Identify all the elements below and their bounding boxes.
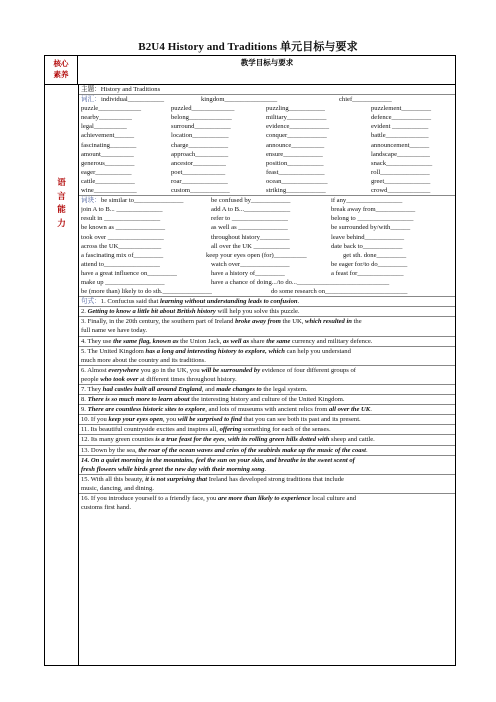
sentence-text: sheep and cattle. [329,436,375,444]
phrase-section [81,196,453,296]
sentence-line [81,356,453,365]
vocab-row [81,122,453,131]
sentence-text: the legal system. [261,386,308,393]
sentence-text: that you can see both its past and its present. [241,416,361,424]
sentence-emphasis: There is so much more to learn about [87,396,190,404]
sentence-text: at different times throughout history. [138,375,237,383]
sentence-line [81,347,453,356]
sentence-text: 16. If you introduce yourself to a friendly face, you [81,495,218,503]
sentence-text: 11. Its beautiful countryside excites and inspires all, [81,426,220,434]
sentence-text: much more about the country and its traditions. [81,356,206,364]
sentence-text: , you [162,416,178,424]
vocab-item: announce__________ [266,141,325,149]
sentence-line [81,395,453,404]
phrase-item: attend to_________________ [81,260,160,268]
sentence-text: currency and military defence. [290,337,373,345]
sentence-text: the UK, [280,318,306,326]
vocab-item: belong_____________ [171,114,232,122]
sentence-line [81,446,453,455]
sentence-line [81,494,453,503]
sentence-text: , and lots of museums with ancient relics from [205,406,329,414]
phrase-item: be surrounded by/with______ [331,224,411,232]
phrase-item: be confused by____________ [211,197,291,205]
vocab-item: military____________ [266,114,327,122]
side-char: 力 [57,217,66,228]
sentence-line [81,405,453,414]
phrase-item: leave behind____________ [331,233,405,241]
vocab-item: legal__________ [81,123,127,131]
phrase-item: across the UK_____________ [81,242,162,250]
phrase-item: be known as _______________ [81,224,166,232]
sentence-line [81,317,453,326]
vocab-item: chief____________ [339,96,392,104]
sentence-text: , and [201,386,217,393]
phrase-item: date back to____________ [331,242,403,250]
vocab-row [81,95,453,104]
sentence-emphasis: 14. On a quiet morning in the mountains, feel the sun on your skin, and breathe in the sweet scent of [81,456,355,464]
sentence-emphasis: everywhere [108,366,140,374]
vocab-item: nearby__________ [81,114,132,122]
sentence-text: customs first hand. [81,504,131,512]
sentence-emphasis: made changes to [216,386,262,393]
phrase-item: add A to B...______________ [211,206,291,214]
side-char: 言 [57,190,66,201]
sentence-line [81,366,453,375]
sentence-text: 1. Confucius said that [100,298,160,306]
vocab-item: striking____________ [266,187,326,195]
sentence-text: can help you understand [284,347,351,355]
vocab-row [81,177,453,186]
vocab-item: kingdom________________ [201,96,278,104]
phrase-item: keep your eyes open (for)__________ [206,251,307,259]
vocab-item: cattle____________ [81,177,135,185]
phrase-item: a fascinating mix of_________ [81,251,164,259]
phrase-item: have a great influence on_________ [81,269,177,277]
sentence-emphasis: offering [219,426,242,434]
vocab-item: approach__________ [171,150,229,158]
vocab-item: puzzlement_________ [371,105,432,113]
sentence-emphasis: There are countless historic sites to explore [87,406,206,414]
vocab-item: position___________ [266,159,324,167]
phrase-item: a feast for______________ [331,269,404,277]
phrase-label: 词块： [81,197,101,205]
sentence-emphasis: broke away from [235,318,281,326]
side-char: 能 [57,204,66,214]
vocab-row [81,168,453,177]
sentence-text: 6. Almost [81,366,109,374]
vocab-item: individual___________ [101,96,165,104]
vocab-label: 词汇： [81,96,101,104]
phrase-row [81,260,453,269]
phrase-item: be (more than) likely to do sth._______________ [81,288,212,296]
vocab-item: charge____________ [171,141,229,149]
vocab-item: evidence____________ [266,123,329,131]
vocab-item: puzzle_____________ [81,105,142,113]
vocab-item: generous_________ [81,159,135,167]
sentence-emphasis: are more than likely to experience [217,495,311,503]
phrase-item: have a history of_________ [211,269,285,277]
sentence-emphasis: fresh flowers while birds greet the new day with their morning song [81,465,265,473]
page-title: B2U4 History and Traditions 单元目标与要求 [138,41,358,53]
vocab-row [81,141,453,150]
sentence-text: evidence of four different groups of [260,366,356,374]
sentence-emphasis: is a true feast for the eyes [155,436,225,444]
sentence-text: . [297,298,300,306]
vocab-item: feast______________ [266,168,325,176]
sentence-emphasis: the same [266,337,291,345]
sentence-text: 2. [81,308,88,316]
sentence-text: 3. Finally, in the 20th century, the southern part of Ireland [81,318,236,326]
sentence-line [81,503,453,512]
vocab-item: puzzled_____________ [171,105,235,113]
phrase-item: belong to _________________ [331,215,414,223]
sentence-line [81,375,453,384]
phrase-row [81,223,453,232]
phrase-row [81,196,453,205]
phrase-item: if any_________________ [331,197,403,205]
vocab-row [81,104,453,113]
side-category-cell [45,84,79,665]
phrase-item: took over _________________ [81,233,164,241]
sentence-text: full name we have today. [81,327,148,335]
vocab-item: roll_______________ [371,168,430,176]
sentence-emphasis: as well as [223,337,250,345]
sentence-text: 9. [81,406,88,414]
vocab-item: crowd_____________ [371,187,431,195]
vocab-row [81,113,453,122]
sentence-line [81,307,453,316]
phrase-row [81,233,453,242]
sentence-text: 4. They use [81,337,114,345]
vocab-item: fascinating________ [81,141,137,149]
sentence-text: you go in the UK, you [139,366,202,374]
vocab-item: ensure____________ [266,150,323,158]
phrase-row [81,242,453,251]
vocab-item: surround___________ [171,123,231,131]
phrase-item: be eager for/to do_________ [331,260,408,268]
sentence-emphasis: learning without understanding leads to confusion [159,298,298,306]
sentence-line [81,465,453,474]
sentence-line [81,385,453,394]
phrase-item: watch over_______________ [211,260,290,268]
sentence-text: 15. With all this beauty, [81,475,146,483]
sentence-text: the Union Jack, [178,337,224,345]
vocab-item: ocean______________ [266,177,328,185]
sentence-emphasis: keep your eyes open [108,416,163,424]
phrase-item: get sth. done_________ [343,251,407,259]
objectives-table [44,55,456,666]
phrase-row [81,278,453,287]
sentence-text: . [264,465,267,473]
sentence-section [81,297,453,512]
vocabulary-section [81,95,453,195]
vocab-row [81,131,453,140]
phrase-row [81,251,453,260]
sentence-emphasis: all over the UK [328,406,371,414]
vocab-item: eager___________ [81,168,132,176]
sentence-line [81,456,453,465]
sentence-text: will help you solve this puzzle. [215,308,300,316]
vocab-item: defence____________ [371,114,432,122]
sentence-text: the interesting history and culture of the United Kingdom. [189,396,345,404]
sentence-emphasis: will be surprised to find [177,416,242,424]
side-category-label [45,176,78,230]
sentence-text: the [351,318,362,326]
vocab-item: custom____________ [171,187,230,195]
sentence-emphasis: Getting to know a little bit about British history [87,308,216,316]
vocab-item: ancestor__________ [171,159,226,167]
sentence-line [81,337,453,346]
phrase-item: all over the UK ___________ [211,242,290,250]
sentence-line [81,484,453,493]
sentence-text: 10. If you [81,416,109,424]
sentence-emphasis: will be surrounded by [201,366,261,374]
phrase-row [81,287,453,296]
phrase-item: make up __________________ [81,278,165,286]
sentence-text: 5. The United Kingdom [81,347,146,355]
sentence-text: . [366,446,368,454]
theme-line: 主题：History and Traditions [81,86,161,93]
sentence-emphasis: the same flag, known as [113,337,179,345]
phrase-row [81,269,453,278]
sentence-text: something for each of the senses. [241,426,331,434]
vocab-row [81,150,453,159]
phrase-item: join A to B... ______________ [81,206,163,214]
sentence-line [81,415,453,424]
sentence-line [81,326,453,335]
vocab-item: amount__________ [81,150,134,158]
vocab-item: puzzling___________ [266,105,325,113]
vocab-item: location___________ [171,132,229,140]
sentence-text: local culture and [310,495,357,503]
sentence-label: 句式： [81,298,101,306]
sentence-text: . [370,406,372,414]
phrase-item: as well as _______________ [211,224,288,232]
sentence-line [81,297,453,306]
vocab-item: announcement______ [371,141,430,149]
sentence-text: 7. They [81,386,103,393]
sentence-text: , [224,436,228,444]
phrase-item: throughout history_________ [211,233,290,241]
phrase-item: have a chance of doing.../to do...____________________________ [211,278,390,286]
phrase-row [81,214,453,223]
sentence-text: 13. Down by the sea, [81,446,139,454]
header-objectives: 教学目标与要求 [240,58,294,67]
sentence-text: people [81,375,101,383]
sentence-emphasis: which resulted in [305,318,352,326]
side-char: 语 [57,177,66,187]
sentence-emphasis: had castles built all around England [102,386,202,393]
vocab-item: landscape__________ [371,150,430,158]
header-core-literacy [45,56,78,84]
phrase-row [81,205,453,214]
header-core-literacy-text: 核心素养 [53,59,69,79]
sentence-line [81,425,453,434]
vocab-item: poet_____________ [171,168,226,176]
sentence-emphasis: with its rolling green hills dotted with [227,436,330,444]
sentence-text: Ireland has developed strong traditions that include [207,475,344,483]
phrase-item: result in _________________ [81,215,161,223]
vocab-item: achievement______ [81,132,135,140]
sentence-text: share [249,337,267,345]
phrase-item: break away from____________ [331,206,416,214]
sentence-emphasis: has a long and interesting history to explore, which [145,347,285,355]
vocab-item: battle_____________ [371,132,429,140]
vocab-item: evident ___________ [371,123,429,131]
vocab-item: roar______________ [171,177,228,185]
phrase-item: be similar to_______________ [101,197,184,205]
sentence-emphasis: who took over [100,375,139,383]
sentence-line [81,475,453,484]
vocab-item: greet______________ [371,177,431,185]
vocab-item: wine_____________ [81,187,137,195]
vocab-item: conquer____________ [266,132,327,140]
objectives-content [81,85,453,512]
sentence-emphasis: it is not surprising that [145,475,208,483]
sentence-line [81,435,453,444]
sentence-emphasis: the roar of the ocean waves and cries of the seabirds make up the music of the coast [138,446,366,454]
vocab-row [81,159,453,168]
sentence-text: music, dancing, and dining. [81,484,154,492]
phrase-item: do some research on_________________________ [271,288,408,296]
vocab-item: snack______________ [371,159,433,167]
phrase-item: refer to _________________ [211,215,288,223]
sentence-text: 12. Its many green counties [81,436,156,444]
table-header-row [45,56,455,85]
vocab-row [81,186,453,195]
sentence-text: 8. [81,396,88,404]
